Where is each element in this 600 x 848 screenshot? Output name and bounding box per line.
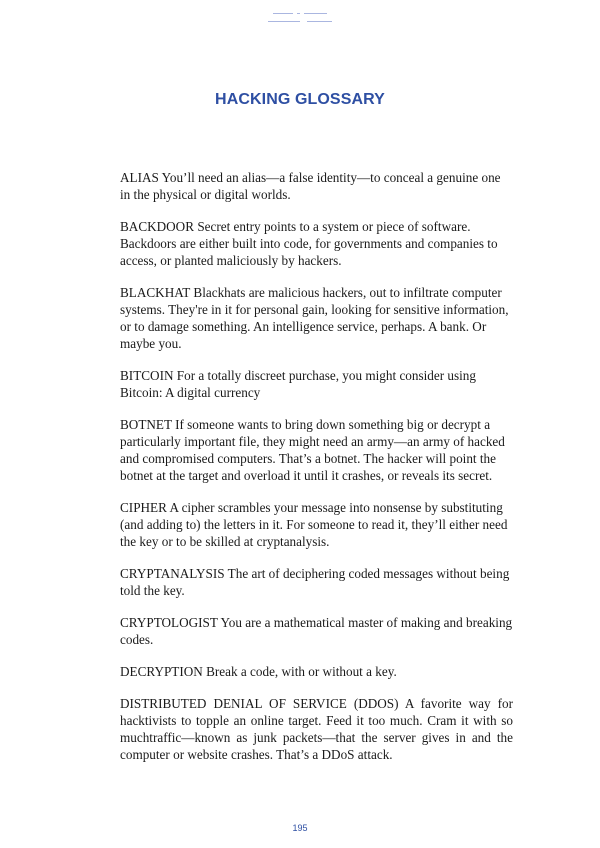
glossary-definition: If someone wants to bring down something big or decrypt a particularly important file, they might need an army—an army of hacked and compromised computers. That’s a botnet. The hacker will point the botnet at the target and overload it until it crashes, or reveals its secret.: [120, 417, 505, 483]
glossary-term: BOTNET: [120, 417, 172, 432]
glossary-definition: Break a code, with or without a key.: [206, 664, 397, 679]
glossary-definition: Blackhats are malicious hackers, out to infiltrate computer systems. They're in it for personal gain, looking for sensitive information, or to damage something. An intelligence service, perhaps. A bank. Or maybe you.: [120, 285, 509, 351]
header-rule: [297, 13, 300, 14]
glossary-definition: You are a mathematical master of making and breaking codes.: [120, 615, 513, 647]
header-rule: [273, 13, 293, 14]
header-rule: [307, 21, 332, 22]
header-rule: [304, 13, 327, 14]
glossary-definition: For a totally discreet purchase, you might consider using Bitcoin: A digital currency: [120, 368, 476, 400]
glossary-term: DECRYPTION: [120, 664, 203, 679]
page-title: HACKING GLOSSARY: [215, 90, 385, 108]
glossary-entry: [120, 499, 513, 550]
glossary-entry: [120, 614, 513, 648]
glossary-term: ALIAS: [120, 170, 159, 185]
glossary-entry: [120, 367, 513, 401]
glossary-term: CRYPTOLOGIST: [120, 615, 218, 630]
glossary-definition: Secret entry points to a system or piece of software. Backdoors are either built into code, for governments and companies to access, or planted maliciously by hackers.: [120, 219, 498, 268]
glossary-definition: The art of deciphering coded messages without being told the key.: [120, 566, 510, 598]
glossary-definition: A favorite way for hacktivists to topple an online target. Feed it too much. Cram it with so muchtraffic—known as junk packets—that the server gives in and the computer or website crashes. That’s a DDoS attack.: [120, 696, 513, 762]
glossary-entry: [120, 218, 513, 269]
glossary-entry: [120, 695, 513, 763]
glossary-term: BITCOIN: [120, 368, 174, 383]
glossary-entry: [120, 565, 513, 599]
glossary-entry: [120, 663, 513, 680]
glossary-definition: A cipher scrambles your message into nonsense by substituting (and adding to) the letters in it. For someone to read it, they’ll either need the key or to be skilled at cryptanalysis.: [120, 500, 508, 549]
glossary-term: BLACKHAT: [120, 285, 191, 300]
glossary-term: DISTRIBUTED DENIAL OF SERVICE (DDOS): [120, 696, 399, 711]
glossary-term: BACKDOOR: [120, 219, 195, 234]
header-decoration: [0, 12, 600, 32]
glossary-definition: You’ll need an alias—a false identity—to conceal a genuine one in the physical or digital worlds.: [120, 170, 501, 202]
page-number: 195: [292, 823, 308, 833]
glossary-list: [120, 169, 513, 778]
glossary-term: CRYPTANALYSIS: [120, 566, 225, 581]
glossary-entry: [120, 416, 513, 484]
glossary-entry: [120, 169, 513, 203]
header-rule: [268, 21, 300, 22]
glossary-entry: [120, 284, 513, 352]
glossary-term: CIPHER: [120, 500, 167, 515]
